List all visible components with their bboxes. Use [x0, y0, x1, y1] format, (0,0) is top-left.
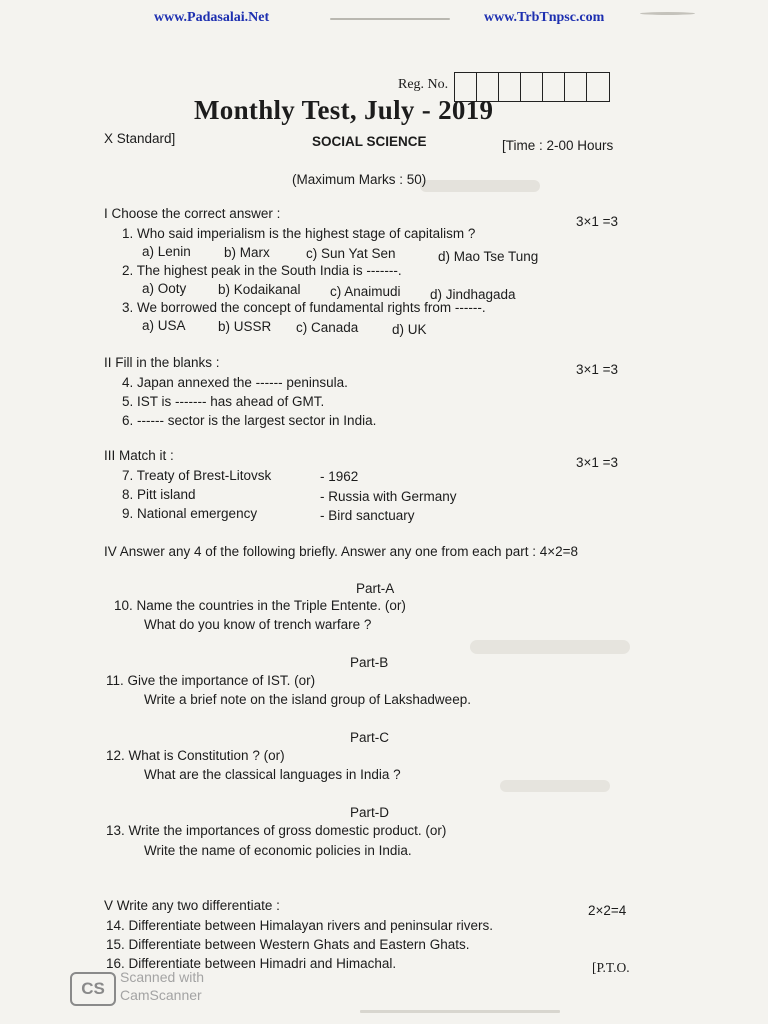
- section-5-marks: 2×2=4: [588, 903, 627, 918]
- header-link-trbtnpsc[interactable]: www.TrbTnpsc.com: [484, 10, 605, 25]
- question-4: 4. Japan annexed the ------ peninsula.: [122, 375, 348, 390]
- scan-noise: [330, 18, 450, 20]
- question-14: 14. Differentiate between Himalayan rivers and peninsular rivers.: [106, 918, 493, 933]
- question-16: 16. Differentiate between Himadri and Himachal.: [106, 956, 397, 971]
- q1-option-d: d) Mao Tse Tung: [438, 249, 539, 264]
- header-link-padasalai[interactable]: www.Padasalai.Net: [154, 10, 270, 25]
- question-12: 12. What is Constitution ? (or): [106, 748, 285, 763]
- reg-no-label: Reg. No.: [398, 77, 449, 92]
- q1-option-a: a) Lenin: [142, 244, 191, 259]
- section-2-marks: 3×1 =3: [576, 362, 619, 377]
- camscanner-logo-icon: CS: [70, 972, 116, 1006]
- question-2: 2. The highest peak in the South India is -------.: [122, 263, 402, 278]
- q1-option-c: c) Sun Yat Sen: [306, 246, 396, 261]
- section-1-marks: 3×1 =3: [576, 214, 619, 229]
- reg-no-cell: [543, 73, 565, 101]
- scan-noise: [500, 780, 610, 792]
- q2-option-c: c) Anaimudi: [330, 284, 401, 299]
- section-3-marks: 3×1 =3: [576, 455, 619, 470]
- scan-noise: [470, 640, 630, 654]
- q3-option-c: c) Canada: [296, 320, 359, 335]
- part-a-label: Part-A: [356, 581, 395, 596]
- time-label: [Time : 2-00 Hours: [502, 138, 614, 153]
- part-b-label: Part-B: [350, 655, 389, 670]
- question-6: 6. ------ sector is the largest sector in India.: [122, 413, 377, 428]
- pto-label: [P.T.O.: [592, 960, 630, 975]
- scan-noise: [420, 180, 540, 192]
- question-3: 3. We borrowed the concept of fundamental rights from ------.: [122, 300, 486, 315]
- question-13: 13. Write the importances of gross domestic product. (or): [106, 823, 447, 838]
- question-11-alt: Write a brief note on the island group of Lakshadweep.: [144, 692, 471, 707]
- question-5: 5. IST is ------- has ahead of GMT.: [122, 394, 325, 409]
- q3-option-a: a) USA: [142, 318, 186, 333]
- q2-option-d: d) Jindhagada: [430, 287, 516, 302]
- q2-option-b: b) Kodaikanal: [218, 282, 301, 297]
- section-2-heading: II Fill in the blanks :: [104, 355, 220, 370]
- reg-no-cell: [499, 73, 521, 101]
- section-5-heading: V Write any two differentiate :: [104, 898, 280, 913]
- match-row-left: 9. National emergency: [122, 506, 258, 521]
- subject-label: SOCIAL SCIENCE: [312, 134, 427, 149]
- match-row-left: 8. Pitt island: [122, 487, 196, 502]
- question-15: 15. Differentiate between Western Ghats and Eastern Ghats.: [106, 937, 470, 952]
- section-1-heading: I Choose the correct answer :: [104, 206, 281, 221]
- question-13-alt: Write the name of economic policies in India.: [144, 843, 412, 858]
- part-c-label: Part-C: [350, 730, 390, 745]
- watermark-line-2: CamScanner: [120, 987, 202, 1003]
- watermark-line-1: Scanned with: [120, 969, 205, 985]
- section-4-heading: IV Answer any 4 of the following briefly. Answer any one from each part : 4×2=8: [104, 544, 579, 559]
- q3-option-b: b) USSR: [218, 319, 272, 334]
- question-11: 11. Give the importance of IST. (or): [106, 673, 316, 688]
- question-10-alt: What do you know of trench warfare ?: [144, 617, 372, 632]
- match-row-right: - 1962: [320, 469, 359, 484]
- reg-no-cell: [521, 73, 543, 101]
- question-12-alt: What are the classical languages in India ?: [144, 767, 401, 782]
- q1-option-b: b) Marx: [224, 245, 270, 260]
- page-title: Monthly Test, July - 2019: [194, 95, 494, 125]
- q3-option-d: d) UK: [392, 322, 427, 337]
- part-d-label: Part-D: [350, 805, 390, 820]
- question-10: 10. Name the countries in the Triple Entente. (or): [114, 598, 406, 613]
- standard-label: X Standard]: [104, 131, 176, 146]
- reg-no-cell: [565, 73, 587, 101]
- match-row-right: - Russia with Germany: [320, 489, 457, 504]
- question-1: 1. Who said imperialism is the highest stage of capitalism ?: [122, 226, 476, 241]
- section-3-heading: III Match it :: [104, 448, 174, 463]
- reg-no-cell: [587, 73, 609, 101]
- match-row-right: - Bird sanctuary: [320, 508, 415, 523]
- scan-noise: [640, 12, 695, 15]
- match-row-left: 7. Treaty of Brest-Litovsk: [122, 468, 272, 483]
- max-marks-label: (Maximum Marks : 50): [292, 172, 427, 187]
- scan-noise: [360, 1010, 560, 1013]
- q2-option-a: a) Ooty: [142, 281, 187, 296]
